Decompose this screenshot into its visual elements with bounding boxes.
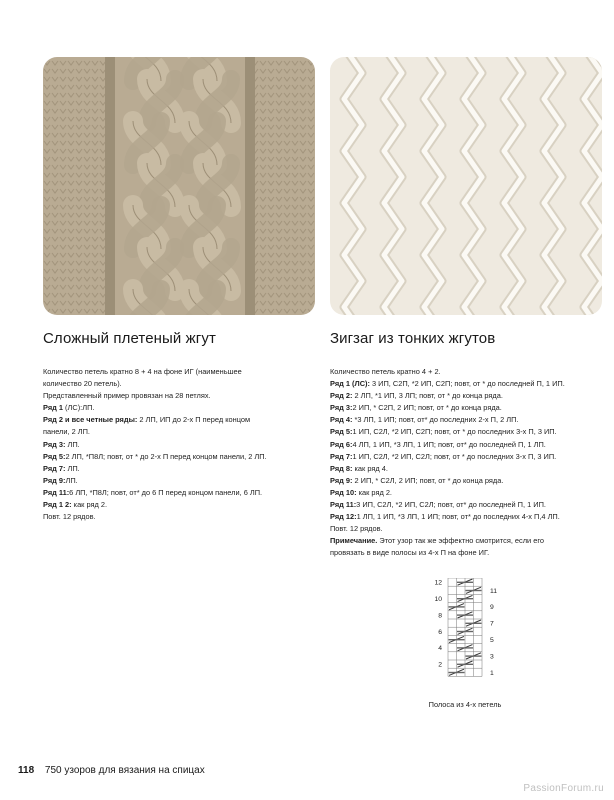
chart-grid bbox=[448, 578, 482, 676]
right-pattern-instructions bbox=[330, 366, 602, 560]
row-label: Ряд 3: bbox=[43, 439, 66, 449]
instruction-line bbox=[43, 390, 311, 402]
row-label: Ряд 6: bbox=[330, 439, 353, 449]
row-label: Ряд 5: bbox=[43, 451, 66, 461]
row-text: Этот узор так же эффектно смотрится, если его bbox=[377, 536, 544, 546]
row-number-left: 4 bbox=[438, 645, 442, 653]
instruction-line bbox=[43, 402, 311, 414]
instruction-line bbox=[43, 511, 311, 523]
instruction-line bbox=[43, 499, 311, 511]
row-text: ЛП. bbox=[65, 463, 80, 473]
chart-caption: Полоса из 4-х петель bbox=[428, 700, 502, 709]
row-label: Ряд 9: bbox=[43, 475, 66, 485]
row-number-right: 7 bbox=[490, 620, 494, 628]
right-pattern-title: Зигзаг из тонких жгутов bbox=[330, 330, 496, 347]
row-text: 2 ЛП, *П8Л; повт, от * до 2-х П перед концом панели, 2 ЛП. bbox=[65, 451, 267, 461]
instruction-line bbox=[330, 487, 602, 499]
instruction-line bbox=[330, 414, 602, 426]
instruction-line bbox=[43, 414, 311, 426]
knitting-chart bbox=[418, 578, 512, 699]
row-text: 2 ИП, * С2П, 2 ИП; повт, от * до конца ряда. bbox=[352, 403, 502, 413]
row-text: Повт. 12 рядов. bbox=[330, 524, 383, 534]
row-text: панели, 2 ЛП. bbox=[43, 427, 90, 437]
row-label: Ряд 3: bbox=[330, 403, 353, 413]
row-label: Ряд 7: bbox=[330, 451, 353, 461]
row-text: Представленный пример провязан на 28 петлях. bbox=[43, 391, 211, 401]
instruction-line bbox=[330, 426, 602, 438]
row-text: 6 ЛП, *П8Л; повт, от* до 6 П перед концом панели, 6 ЛП. bbox=[69, 487, 263, 497]
row-text: ЛП. bbox=[65, 439, 80, 449]
left-pattern-title: Сложный плетеный жгут bbox=[43, 330, 216, 347]
book-title: 750 узоров для вязания на спицах bbox=[44, 765, 205, 776]
row-number-left: 10 bbox=[434, 595, 442, 603]
instruction-line bbox=[330, 402, 602, 414]
row-label: Ряд 1 bbox=[43, 403, 63, 413]
left-pattern-instructions bbox=[43, 366, 311, 523]
row-label: Ряд 2 и все четные ряды: bbox=[43, 415, 138, 425]
instruction-line bbox=[330, 511, 602, 523]
row-number-right: 3 bbox=[490, 653, 494, 661]
instruction-line bbox=[43, 475, 311, 487]
row-text: Количество петель кратно 4 + 2. bbox=[330, 367, 441, 376]
instruction-line bbox=[330, 463, 602, 475]
instruction-line bbox=[330, 378, 602, 390]
row-text: ЛП. bbox=[65, 475, 78, 485]
instruction-line bbox=[330, 366, 602, 378]
row-text: Количество петель кратно 8 + 4 на фоне ИГ (наименьшее bbox=[43, 367, 242, 376]
instruction-line bbox=[43, 426, 311, 438]
row-text: как ряд 2. bbox=[71, 500, 108, 510]
row-label: Ряд 1 2: bbox=[43, 500, 72, 510]
row-text: 3 ИП, С2Л, *2 ИП, С2Л; повт, от* до последней П, 1 ИП. bbox=[356, 500, 546, 510]
instruction-line bbox=[43, 439, 311, 451]
row-label: Ряд 7: bbox=[43, 463, 66, 473]
instruction-line bbox=[330, 499, 602, 511]
page-footer bbox=[18, 765, 205, 776]
row-text: провязать в виде полосы из 4-х П на фоне ИГ. bbox=[330, 548, 490, 558]
row-text: *3 ЛП, 1 ИП; повт, от* до последних 2-х П, 2 ЛП. bbox=[352, 415, 519, 425]
row-text: 1 ИП, С2Л, *2 ИП, С2Л; повт, от * до последних 3-х П, 3 ИП. bbox=[352, 451, 557, 461]
row-text: 2 ИП, * С2Л, 2 ИП; повт, от * до конца ряда. bbox=[352, 475, 504, 485]
row-text: 2 ЛП, ИП до 2-х П перед концом bbox=[137, 415, 251, 425]
row-number-left: 6 bbox=[438, 628, 442, 636]
instruction-line bbox=[330, 451, 602, 463]
row-label: Ряд 10: bbox=[330, 487, 357, 497]
row-number-right: 1 bbox=[490, 669, 494, 677]
instruction-line bbox=[43, 378, 311, 390]
instruction-line bbox=[43, 366, 311, 378]
row-text: (ЛС):ЛП. bbox=[63, 403, 95, 413]
braided-cable-photo bbox=[43, 57, 315, 315]
row-text: как ряд 2. bbox=[356, 487, 392, 497]
row-label: Ряд 11: bbox=[330, 500, 357, 510]
row-label: Ряд 8: bbox=[330, 463, 353, 473]
row-text: Повт. 12 рядов. bbox=[43, 512, 96, 522]
instruction-line bbox=[43, 463, 311, 475]
zigzag-cable-photo bbox=[330, 57, 602, 315]
row-text: 4 ЛП, 1 ИП, *3 ЛП, 1 ИП; повт, от* до последней П, 1 ЛП. bbox=[352, 439, 546, 449]
instruction-line bbox=[43, 487, 311, 499]
row-label: Ряд 12: bbox=[330, 512, 357, 522]
row-number-left: 12 bbox=[434, 579, 442, 587]
row-text: 2 ЛП, *1 ИП, 3 ЛП; повт, от * до конца ряда. bbox=[352, 391, 503, 401]
row-label: Ряд 9: bbox=[330, 475, 353, 485]
instruction-line bbox=[330, 439, 602, 451]
row-text: количество 20 петель). bbox=[43, 379, 122, 389]
row-label: Примечание. bbox=[330, 536, 378, 546]
row-text: 3 ИП, С2П, *2 ИП, С2П; повт, от * до последней П, 1 ИП. bbox=[369, 379, 565, 389]
row-label: Ряд 4: bbox=[330, 415, 353, 425]
row-number-right: 5 bbox=[490, 636, 494, 644]
row-number-left: 8 bbox=[438, 612, 442, 620]
row-number-left: 2 bbox=[438, 661, 442, 669]
instruction-line bbox=[330, 475, 602, 487]
row-label: Ряд 11: bbox=[43, 487, 70, 497]
row-text: как ряд 4. bbox=[352, 463, 388, 473]
instruction-line bbox=[43, 451, 311, 463]
instruction-line bbox=[330, 523, 602, 535]
row-text: 1 ЛП, 1 ИП, *3 ЛП, 1 ИП; повт, от* до последних 4-х П,4 ЛП. bbox=[356, 512, 560, 522]
row-label: Ряд 5: bbox=[330, 427, 353, 437]
instruction-line bbox=[330, 535, 602, 547]
page-number: 118 bbox=[18, 765, 35, 776]
instruction-line bbox=[330, 390, 602, 402]
row-text: 1 ИП, С2Л, *2 ИП, С2П; повт, от * до последних 3-х П, 3 ИП. bbox=[352, 427, 557, 437]
row-number-right: 9 bbox=[490, 604, 494, 612]
instruction-line bbox=[330, 547, 602, 559]
row-label: Ряд 1 (ЛС): bbox=[330, 379, 370, 389]
row-number-right: 11 bbox=[490, 587, 498, 595]
watermark: PassionForum.ru bbox=[523, 783, 604, 794]
row-label: Ряд 2: bbox=[330, 391, 353, 401]
